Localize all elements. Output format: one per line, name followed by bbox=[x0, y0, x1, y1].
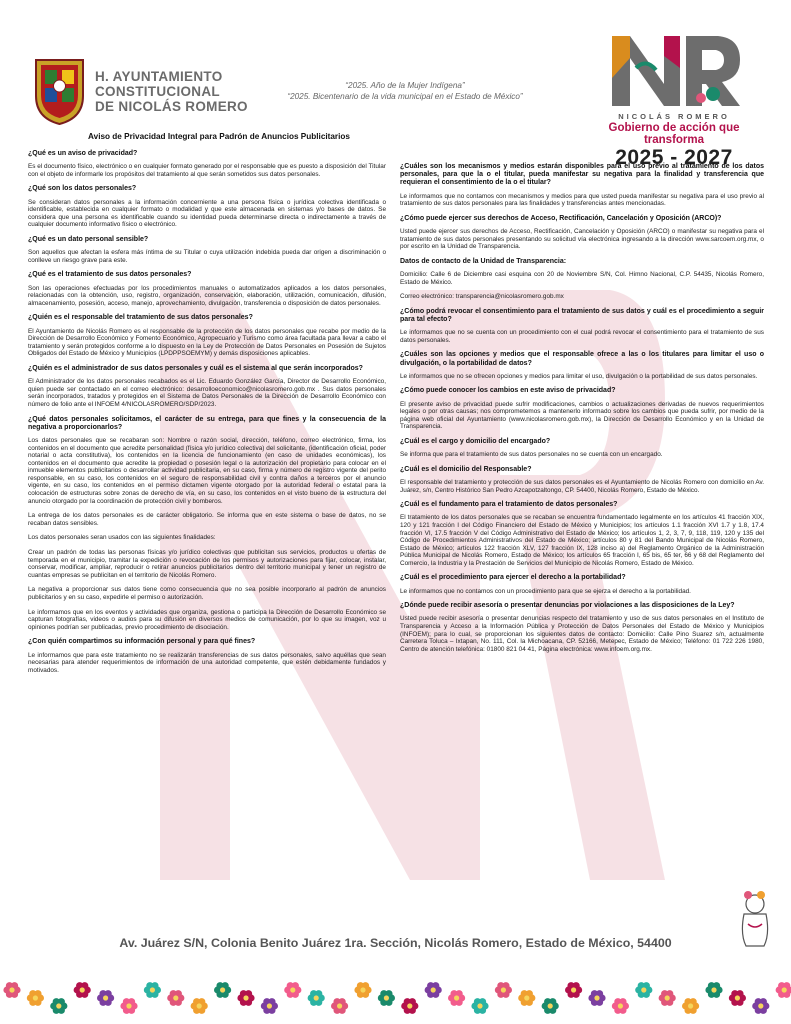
section-paragraph: Los datos personales que se recabaran son: Nombre o razón social, dirección, teléfono, correo electrónico, firma, los contenidos en el documento que acredite personalidad (física y/o jurídico colectiva) del solicitante, (identificación oficial, poder notarial o acta constitutiva), los contenidos en la licencia de funcionamiento (en caso de unidades económicas), los contenidos en el documento que acredite la propiedad o posesión legal o la autorización del propietario para colocar en el inmueble elementos publicitarios o desarrollar actividad publicitaria, en su caso, firma y número de registro vigente del perito responsable, en su caso, los contenidos en el seguro de responsabilidad civil y contra daños a terceros por el anuncio vigente, en su caso, los contenidos en el permiso dictamen vigente otorgado por la autoridad federal o estatal para la colocación de estructuras sobre zonas de derecho de vía, en su caso, los contenidos en el visto bueno de la estructura del anuncio otorgado por la coordinación de protección civil y bomberos. bbox=[28, 436, 386, 505]
section-question: ¿Quién es el responsable del tratamiento de sus datos personales? bbox=[28, 314, 253, 322]
flower-center bbox=[641, 987, 646, 992]
header-institution bbox=[32, 56, 248, 126]
section-paragraph: Son las operaciones efectuadas por los procedimientos manuales o automatizados aplicados a los datos personales, relacionadas con la obtención, uso, registro, organización, conservación, elaboración, utilización, comunicación, difusión, almacenamiento, posesión, acceso, manejo, aprovechamiento, divulgación, transferencia o disposición de datos personales. bbox=[28, 284, 386, 307]
section-paragraph: Le informamos que no se cuenta con un procedimiento con el cual podrá revocar el consentimiento para el tratamiento de sus datos personales. bbox=[400, 329, 764, 344]
section-paragraph: Son aquellos que afectan la esfera más íntima de su Titular o cuya utilización indebida pueda dar origen a discriminación o conlleve un riesgo grave para este. bbox=[28, 249, 386, 264]
section-paragraph: La entrega de los datos personales es de carácter obligatorio. Se informa que en este sistema o base de datos, no se recaban datos sensibles. bbox=[28, 512, 386, 527]
section-paragraph: Los datos personales seran usados con las siguientes finalidades: bbox=[28, 534, 216, 542]
right-column bbox=[400, 163, 764, 660]
section-question: ¿Cuál es el procedimiento para ejercer el derecho a la portabilidad? bbox=[400, 574, 626, 582]
institution-line-1: H. AYUNTAMIENTO bbox=[95, 68, 223, 84]
section-question: ¿Cuáles son los mecanismos y medios estarán disponibles para el uso previo al tratamiento de los datos personales, para que la o el titular, pueda manifestar su negativa para la finalidad y transferencia que requieran el consentimiento de la o el titular? bbox=[400, 163, 764, 187]
flower-center bbox=[243, 995, 248, 1000]
section-paragraph: Crear un padrón de todas las personas físicas y/o jurídico colectivas que publicitan sus servicios, productos u ofertas de temporada en el municipio, tramitar la expedición o revocación de los permisos y autorizaciones para fijar, colocar, instalar, conservar, modificar, ampliar, reproducir o retirar anuncios publicitarios dentro del territorio municipal y tener un registro de cuantas empresas se publicitan en el territorio de Nicolás Romero. bbox=[28, 549, 386, 579]
section-question: Datos de contacto de la Unidad de Transparencia: bbox=[400, 257, 567, 265]
institution-line-2: CONSTITUCIONAL bbox=[95, 83, 220, 99]
flower-center bbox=[384, 995, 389, 1000]
motto-2: “2025. Bicentenario de la vida municipal en el Estado de México” bbox=[287, 92, 523, 101]
coat-of-arms-icon bbox=[32, 56, 87, 126]
section-paragraph: El tratamiento de los datos personales que se recaban se encuentra fundamentado legalmente en los artículos 41 fracción XIX, 120 y 121 fracción I del Código Financiero del Estado de México y Municipios; los artículos 1.1 fracción XVI 1.7 y 1.8, 17.4 fracción VI, 17.5 fracción V del Código Administrativo del Estado de México; los artículos 1, 2, 3, 7, 9, 118, 119, 120 y 135 del Código de Procedimientos Administrativos del Estado de México; artículos 80 y 81 del Bando Municipal de Nicolás Romero, Estado de México; artículos 122 fracción XLV, 127 fracción IX, 128 inciso a) del Reglamento Orgánico de la Administración Pública Municipal de Nicolás Romero, Estado de México; los artículos 65 fracción I, 65 bis, 65 ter, 66 y 68 del Reglamento del Comercio, la Industria y la Prestación de Servicios del Municipio de Nicolás Romero, Estado de México. bbox=[400, 514, 764, 567]
flower-center bbox=[80, 987, 85, 992]
section-paragraph: Le informamos que en los eventos y actividades que organiza, gestiona o participa la Dirección de Desarrollo Económico se capturan fotografías, videos o audios para su difusión en diversos medios de comunicación, por lo que su imagen, voz u opiniones podrían ser publicadas, previo procedimiento de disociación. bbox=[28, 608, 386, 631]
motto-1: “2025. Año de la Mujer Indígena” bbox=[345, 81, 465, 90]
section-paragraph: Le informamos que no contamos con un procedimiento para que se ejerza el derecho a la portabilidad. bbox=[400, 587, 691, 595]
flower-border-icon bbox=[0, 970, 791, 1024]
flower-center bbox=[33, 995, 38, 1000]
section-question: ¿Cómo puede conocer los cambios en este aviso de privacidad? bbox=[400, 387, 616, 395]
flower-center bbox=[126, 1003, 131, 1008]
section-paragraph: El responsable del tratamiento y protección de sus datos personales es el Ayuntamiento de Nicolás Romero con domicilio en Av. Juárez, s/n, Centro Histórico San Pedro Azcapotzaltongo, CP. 54400, Nicolás Romero, Estado de México. bbox=[400, 478, 764, 494]
section-paragraph: Es el documento físico, electrónico o en cualquier formato generado por el responsable que es puesto a disposición del Titular con el objeto de informarle los propósitos del tratamiento al que serán sometidos sus datos personales. bbox=[28, 163, 386, 178]
section-paragraph: Le informamos que no contamos con mecanismos y medios para que usted pueda manifestar su negativa para el uso previo al tratamiento de sus datos personales para las finalidades y transferencias antes mencionadas. bbox=[400, 192, 764, 208]
flower-center bbox=[571, 987, 576, 992]
flower-center bbox=[782, 987, 787, 992]
institution-line-3: DE NICOLÁS ROMERO bbox=[95, 98, 248, 114]
section-paragraph: El Administrador de los datos personales recabados es el Lic. Eduardo González García, Director de Desarrollo Económico, quien puede ser contactado en el correo electrónico: desarrolloeconomico@nicolasromero.gob.mx . Sus datos personales serán incorporados, tratados y protegidos en el Sistema de Datos Personales de la Dirección de Desarrollo Económico con número de folio ante el INFOEM 4/NICOLASROMERO/SDP/2023. bbox=[28, 378, 386, 408]
section-question: ¿Cuál es el domicilio del Responsable? bbox=[400, 465, 532, 473]
left-column bbox=[28, 150, 386, 681]
flower-center bbox=[314, 995, 319, 1000]
section-question: ¿Qué datos personales solicitamos, el carácter de su entrega, para que fines y la consecuencia de la negativa a proporcionarlos? bbox=[28, 415, 386, 431]
section-paragraph: Domicilio: Calle 6 de Diciembre casi esquina con 20 de Noviembre S/N, Col. Himno Nacional, C.P. 54435, Nicolás Romero, Estado de México. bbox=[400, 270, 764, 286]
section-paragraph: El Ayuntamiento de Nicolás Romero es el responsable de la protección de los datos personales que recabe por medio de la Dirección de Desarrollo Económico y Fomento Económico, Agropecuario y Turismo como área facultada para llevar a cabo el tratamiento y serán protegidos conforme a lo dispuesto en la Ley de Protección de Datos Personales en Posesión de Sujetos Obligados del Estado de México y Municipios (LPDPPSOEMYM) y demás disposiciones aplicables. bbox=[28, 327, 386, 358]
flower-center bbox=[618, 1003, 623, 1008]
flower-center bbox=[56, 1003, 61, 1008]
logo-years: 2025 - 2027 bbox=[615, 146, 733, 169]
flower-center bbox=[758, 1003, 763, 1008]
flower-center bbox=[220, 987, 225, 992]
section-question: ¿Cuál es el cargo y domicilio del encargado? bbox=[400, 437, 551, 445]
flower-center bbox=[735, 995, 740, 1000]
government-logo bbox=[584, 28, 764, 170]
flower-center bbox=[337, 1003, 342, 1008]
flower-center bbox=[103, 995, 108, 1000]
section-question: ¿Dónde puede recibir asesoría o presentar denuncias por violaciones a las disposiciones de la Ley? bbox=[400, 602, 735, 610]
section-question: ¿Qué es un dato personal sensible? bbox=[28, 235, 149, 243]
flower-center bbox=[454, 995, 459, 1000]
section-paragraph: La negativa a proporcionar sus datos tiene como consecuencia que no sea posible incorporarlo al padrón de anuncios publicitarios y en su caso, expedirle el permiso o autorización. bbox=[28, 586, 386, 601]
section-paragraph: Correo electrónico: transparencia@nicolasromero.gob.mx bbox=[400, 293, 564, 301]
section-question: ¿Qué son los datos personales? bbox=[28, 185, 137, 193]
section-paragraph: Se informa que para el tratamiento de sus datos personales no se cuenta con un encargado. bbox=[400, 451, 663, 459]
section-paragraph: Usted puede recibir asesoría o presentar denuncias respecto del tratamiento y uso de sus datos personales en el Instituto de Transparencia y Acceso a la Información Pública y Protección de Datos Personales del Estado de México y Municipios (INFOEM); para lo cual, se proporcionan los siguientes datos de contacto: Domicilio: Calle Pino Suarez s/n, actualmente Carretera Toluca – Ixtapan, No. 111, Col. la Michoacana, CP. 52166, Metepec, Estado de México; Teléfono: 01 722 226 1980, Centro de atención telefónica: 01800 821 04 41, Página electrónica: www.infoem.org.mx. bbox=[400, 615, 764, 653]
flower-center bbox=[150, 987, 155, 992]
flower-center bbox=[477, 1003, 482, 1008]
flower-center bbox=[197, 1003, 202, 1008]
flower-center bbox=[665, 995, 670, 1000]
header-mottos bbox=[250, 80, 560, 102]
flower-center bbox=[594, 995, 599, 1000]
flower-center bbox=[173, 995, 178, 1000]
section-paragraph: Le informamos que para este tratamiento no se realizarán transferencias de sus datos personales, salvo aquéllas que sean necesarias para atender requerimientos de información de una autoridad competente, que estén debidamente fundados y motivados. bbox=[28, 651, 386, 674]
logo-tagline: Gobierno de acción que transforma bbox=[608, 122, 740, 146]
section-question: ¿Qué es un aviso de privacidad? bbox=[28, 150, 138, 157]
section-paragraph: Se consideran datos personales a la información concerniente a una persona física o jurídica colectiva identificada o identificable, establecida en cualquier formato o modalidad y que este almacenada en sistemas y/o bases de datos. Se considera que una persona es identificable cuando su identidad pueda determinarse directa o indirectamente a través de cualquier documento informativo físico o electrónico. bbox=[28, 198, 386, 229]
footer-address: Av. Juárez S/N, Colonia Benito Juárez 1ra. Sección, Nicolás Romero, Estado de México, 54400 bbox=[119, 936, 672, 950]
flower-center bbox=[524, 995, 529, 1000]
section-question: ¿Qué es el tratamiento de sus datos personales? bbox=[28, 271, 192, 279]
section-question: ¿Cómo puede ejercer sus derechos de Acceso, Rectificación, Cancelación y Oposición (ARCO)? bbox=[400, 214, 722, 222]
flower-center bbox=[407, 1003, 412, 1008]
logo-subtitle: NICOLÁS ROMERO bbox=[618, 112, 730, 121]
nr-logo-icon bbox=[606, 28, 746, 110]
document-title: Aviso de Privacidad Integral para Padrón de Anuncios Publicitarios bbox=[88, 132, 350, 141]
flower-center bbox=[431, 987, 436, 992]
flower-center bbox=[9, 987, 14, 992]
flower-center bbox=[501, 987, 506, 992]
flower-center bbox=[267, 1003, 272, 1008]
section-question: ¿Cómo podrá revocar el consentimiento para el tratamiento de sus datos y cuál es el procedimiento a seguir para tal efecto? bbox=[400, 307, 764, 323]
section-paragraph: El presente aviso de privacidad puede sufrir modificaciones, cambios o actualizaciones derivadas de nuevos requerimientos legales o por otras causas; nos comprometemos a mantenerlo informado sobre los cambios que pueda sufrir, por medio de la página web oficial del Ayuntamiento (www.nicolasromero.gob.mx), la Dirección de Desarrollo Económico y en la Unidad de Transparencia. bbox=[400, 400, 764, 431]
section-question: ¿Quién es el administrador de sus datos personales y cuál es el sistema al que serán incorporados? bbox=[28, 364, 363, 372]
section-paragraph: Usted puede ejercer sus derechos de Acceso, Rectificación, Cancelación y Oposición (ARCO) o manifestar su negativa para el tratamiento de sus datos personales presentando su solicitud vía electrónica ingresando a la dirección www.sarcoem.org.mx, o por escrito en la Unidad de Transparencia. bbox=[400, 228, 764, 251]
section-question: ¿Con quién compartimos su información personal y para qué fines? bbox=[28, 638, 256, 646]
section-question: ¿Cuál es el fundamento para el tratamiento de datos personales? bbox=[400, 501, 618, 509]
flower-center bbox=[711, 987, 716, 992]
flower-center bbox=[360, 987, 365, 992]
flower-center bbox=[548, 1003, 553, 1008]
flower-center bbox=[688, 1003, 693, 1008]
section-question: ¿Cuáles son las opciones y medios que el responsable ofrece a las o los titulares para limitar el uso o divulgación, o la portabilidad de datos? bbox=[400, 351, 764, 367]
flower-center bbox=[290, 987, 295, 992]
section-paragraph: Le informamos que no se ofrecen opciones y medios para limitar el uso, divulgación o la portabilidad de sus datos personales. bbox=[400, 372, 758, 380]
